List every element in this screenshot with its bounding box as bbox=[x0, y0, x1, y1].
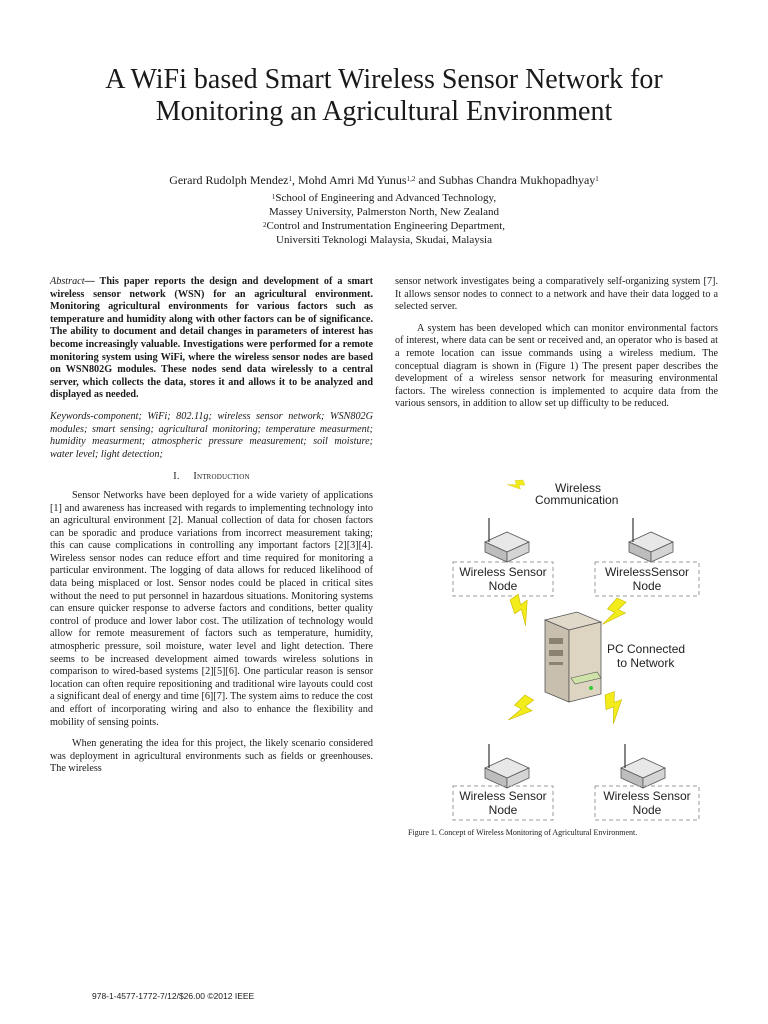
copyright-footer: 978-1-4577-1772-7/12/$26.00 ©2012 IEEE bbox=[92, 991, 255, 1001]
paper-title bbox=[0, 64, 768, 128]
sensor-node-bottom-left bbox=[453, 744, 553, 820]
author-3: and Subhas Chandra Mukhopadhyay bbox=[415, 173, 596, 187]
affil-2-sup: 2 bbox=[262, 221, 267, 229]
affil-line-2: Massey University, Palmerston North, New Zealand bbox=[269, 206, 499, 218]
sensor-node-device-icon bbox=[629, 518, 673, 562]
signal-bolt-icon bbox=[507, 592, 539, 627]
figure-1-diagram bbox=[395, 470, 718, 830]
abstract bbox=[50, 276, 373, 402]
pc-label-l2: to Network bbox=[617, 656, 675, 670]
node-br-label-l2: Node bbox=[632, 803, 662, 817]
author-1-sup: 1 bbox=[288, 175, 292, 183]
affiliations bbox=[0, 191, 768, 247]
section-title: Introduction bbox=[193, 471, 250, 483]
title-line-1: A WiFi based Smart Wireless Sensor Network for bbox=[105, 64, 663, 95]
affil-line-3: Control and Instrumentation Engineering Department, bbox=[266, 220, 506, 232]
sensor-node-device-icon bbox=[485, 744, 529, 788]
left-column bbox=[50, 276, 373, 776]
keywords: Keywords-component; WiFi; 802.11g; wireless sensor network; WSN802G modules; smart sensing; agricultural monitoring; temperature measurment; humidity measurment; atmospheric pressure measurement; soil moisture; water level; light detection; bbox=[50, 410, 373, 460]
abstract-lead: Abstract bbox=[50, 276, 85, 287]
affil-line-1: School of Engineering and Advanced Technology, bbox=[275, 192, 497, 204]
node-bl-label-l2: Node bbox=[488, 803, 518, 817]
node-tr-label-l1: WirelessSensor bbox=[604, 565, 690, 579]
intro-paragraph-2: When generating the idea for this project, the likely scenario considered was deployment in agricultural environments such as fields or greenhouses. The wireless bbox=[50, 738, 373, 775]
wireless-label-l2: Communication bbox=[535, 493, 619, 507]
node-br-label-l1: Wireless Sensor bbox=[603, 789, 691, 803]
author-2: , Mohd Amri Md Yunus bbox=[291, 173, 407, 187]
affil-line-4: Universiti Teknologi Malaysia, Skudai, Malaysia bbox=[276, 234, 492, 246]
author-3-sup: 1 bbox=[595, 175, 599, 183]
right-column bbox=[395, 276, 718, 411]
sensor-node-top-right bbox=[595, 518, 699, 596]
wireless-label-l1: Wireless bbox=[555, 481, 602, 495]
right-paragraph-2: A system has been developed which can monitor environmental factors of interest, where data can be sent or received and, an operator who is based at a remote location can issue commands using a wireless medium. The conceptual diagram is shown in (Figure 1) The present paper describes the development of a wireless sensor network for measuring environmental factors. The wireless connection is implemented to acquire data from the various sensors, in addition to allow set up difficulty to be reduced. bbox=[395, 322, 718, 410]
signal-bolt-icon bbox=[601, 596, 630, 631]
section-number: I. bbox=[173, 471, 180, 483]
section-heading bbox=[50, 471, 373, 484]
node-tr-label-l2: Node bbox=[632, 579, 662, 593]
signal-bolt-icon bbox=[507, 693, 538, 728]
abstract-dash: — bbox=[84, 276, 95, 287]
sensor-node-device-icon bbox=[485, 518, 529, 562]
right-paragraph-1: sensor network investigates being a comparatively self-organizing system [7]. It allows sensor nodes to connect to a network and have their data logged to a selected server. bbox=[395, 276, 718, 313]
author-1: Gerard Rudolph Mendez bbox=[169, 173, 289, 187]
sensor-node-bottom-right bbox=[595, 744, 699, 820]
pc-label-l1: PC Connected bbox=[607, 642, 686, 656]
abstract-text: This paper reports the design and development of a smart wireless sensor network (WSN) for an agricultural environment. Monitoring agricultural environments for various factors such as temperature and humidity along with other factors can be of significance. The ability to document and detail changes in parameters of interest has become increasingly valuable. Investigations were performed for a remote monitoring system using WiFi, where the wireless sensor nodes are based on WSN802G modules. These nodes send data wirelessly to a central server, which collects the data, stores it and allows it to be analyzed and displayed as needed. bbox=[50, 276, 373, 401]
sensor-node-device-icon bbox=[621, 744, 665, 788]
signal-bolt-icon bbox=[601, 690, 628, 724]
author-2-sup: 1,2 bbox=[406, 175, 416, 183]
author-list bbox=[0, 173, 768, 187]
sensor-node-top-left bbox=[453, 518, 553, 596]
node-tl-label-l2: Node bbox=[488, 579, 518, 593]
node-bl-label-l1: Wireless Sensor bbox=[459, 789, 547, 803]
pc-server-icon bbox=[545, 612, 601, 702]
intro-paragraph-1: Sensor Networks have been deployed for a wide variety of applications [1] and awareness has increased with regards to implementing technology into an agricultural environment [2]. Manual collection of data for chosen factors can be sporadic and produce variations from incorrect measurement taking; this can cause complications in controlling any important factors [2][3][4]. Wireless sensor nodes can reduce effort and time required for monitoring a particular environment. The logging of data allows for reduced likelihood of data being misplaced or lost. Sensor nodes could be placed in critical sites without the need to put personnel in hazardous situations. Monitoring systems can ensure quicker response to adverse factors and conditions, better quality control of produce and lower labor cost. The utilization of technology would allow for remote measurement of factors such as temperature, humidity, atmospheric pressure, soil moisture, water level and light detection. There seems to be increased development aimed towards wireless solutions in comparison to wired-based systems [2][5][6]. One particular reason is sensor location can often require repositioning and traditional wire layouts could cost a significant deal of energy and time [6][7]. The system aims to reduce the cost and effort of incorporating wiring and also to enhance the flexibility and mobility of sensing points. bbox=[50, 489, 373, 728]
figure-caption: Figure 1. Concept of Wireless Monitoring of Agricultural Environment. bbox=[408, 828, 638, 837]
wireless-signal-icon bbox=[507, 478, 526, 493]
node-tl-label-l1: Wireless Sensor bbox=[459, 565, 547, 579]
title-line-2: Monitoring an Agricultural Environment bbox=[155, 96, 613, 127]
affil-1-sup: 1 bbox=[271, 193, 276, 201]
